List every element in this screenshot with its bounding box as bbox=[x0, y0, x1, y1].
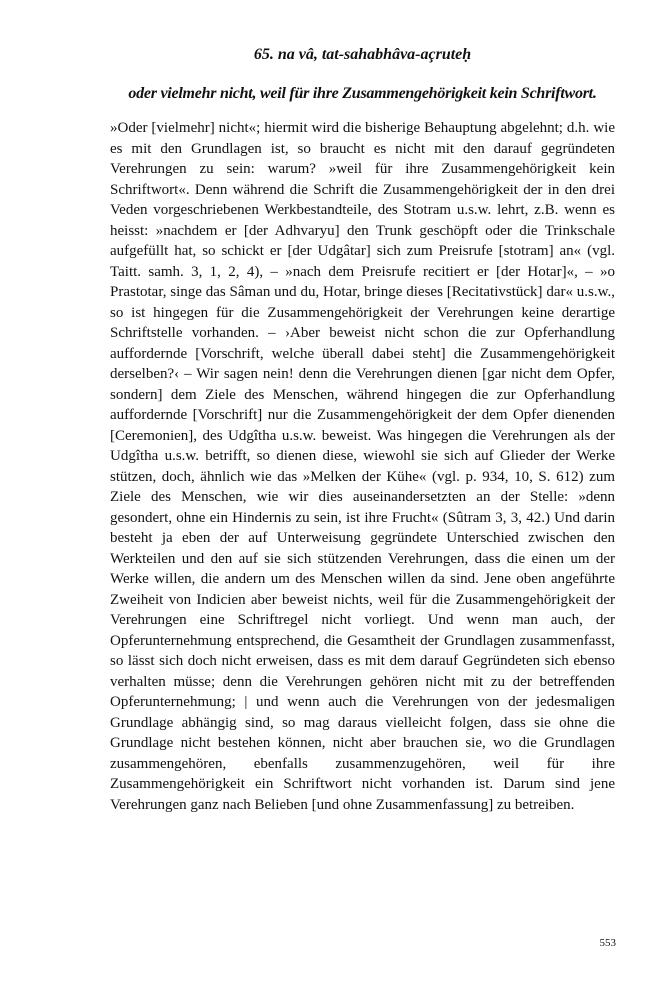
commentary-paragraph: »Oder [vielmehr] nicht«; hiermit wird die bisherige Behauptung abgelehnt; d.h. wie es mit den Grundlagen ist, so braucht es nicht mit den darauf gegründeten Verehrungen zu sein: warum? »weil für ihre Zusammengehörigkeit kein Schriftwort«. Denn während die Schrift die Zusammengehörigkeit der in den drei Veden vorgeschriebenen Werkbestandteile, des Stotram u.s.w. lehrt, z.B. wenn es heisst: »nachdem er [der Adhvaryu] den Trunk geschöpft oder die Trinkschale aufgefüllt hat, so schickt er [der Udgâtar] sich zum Preisrufe [stotram] an« (vgl. Taitt. samh. 3, 1, 2, 4), – »nach dem Preisrufe recitiert er [der Hotar]«, – »o Prastotar, singe das Sâman und du, Hotar, bringe dieses [Recitativstück] dar« u.s.w., so ist hingegen für die Zusammengehörigkeit der Verehrungen keine derartige Schriftstelle vorhanden. – ›Aber beweist nicht schon die zur Opferhandlung auffordernde [Vorschrift, welche überall dabei steht] die Zusammengehörigkeit derselben?‹ – Wir sagen nein! denn die Verehrungen dienen [gar nicht dem Opfer, sondern] dem Ziele des Menschen, während hingegen die zur Opferhandlung auffordernde [Vorschrift] nur die Zusammengehörigkeit der dem Opfer dienenden [Ceremonien], des Udgîtha u.s.w. beweist. Was hingegen die Verehrungen als der Udgîtha u.s.w. betrifft, so dienen diese, wiewohl sie sich auf Glieder der Werke stützen, doch, ähnlich wie das »Melken der Kühe« (vgl. p. 934, 10, S. 612) zum Ziele des Menschen, wie wir dies auseinandersetzten an der Stelle: »denn gesondert, ohne ein Hindernis zu sein, ist ihre Frucht« (Sûtram 3, 3, 42.) Und darin besteht ja eben der auf Unterweisung gegründete Unterschied zwischen den Werkteilen und den auf sie sich stützenden Verehrungen, dass die einen um der Werke willen, die andern um des Menschen willen da sind. Jene oben angeführte Zweiheit von Indicien aber beweist nichts, weil für die Zusammengehörigkeit der Verehrungen eine Schriftregel nicht vorliegt. Und wenn man auch, der Opferunternehmung entsprechend, die Gesamtheit der Grundlagen zusammenfasst, so lässt sich doch nicht erweisen, dass es mit dem darauf Gegründeten sich ebenso verhalten müsse; denn die Verehrungen gehören nicht mit zu der betreffenden Opferunternehmung; | und wenn auch die Verehrungen von der jedesmaligen Grundlage abhängig sind, so mag daraus vielleicht folgen, dass sie ohne die Grundlage nicht bestehen können, nicht aber brauchen sie, wo die Grundlagen zusammengehören, ebenfalls zusammenzugehören, weil für ihre Zusammengehörigkeit ein Schriftwort nicht vorhanden ist. Darum sind jene Verehrungen ganz nach Belieben [und ohne Zusammenfassung] zu betreiben. bbox=[110, 120, 615, 813]
sutra-heading: 65. na vâ, tat-sahabhâva-açruteḥ bbox=[253, 46, 472, 63]
page-number: 553 bbox=[599, 937, 616, 949]
sutra-translation: oder vielmehr nicht, weil für ihre Zusammengehörigkeit kein Schriftwort. bbox=[128, 85, 597, 102]
